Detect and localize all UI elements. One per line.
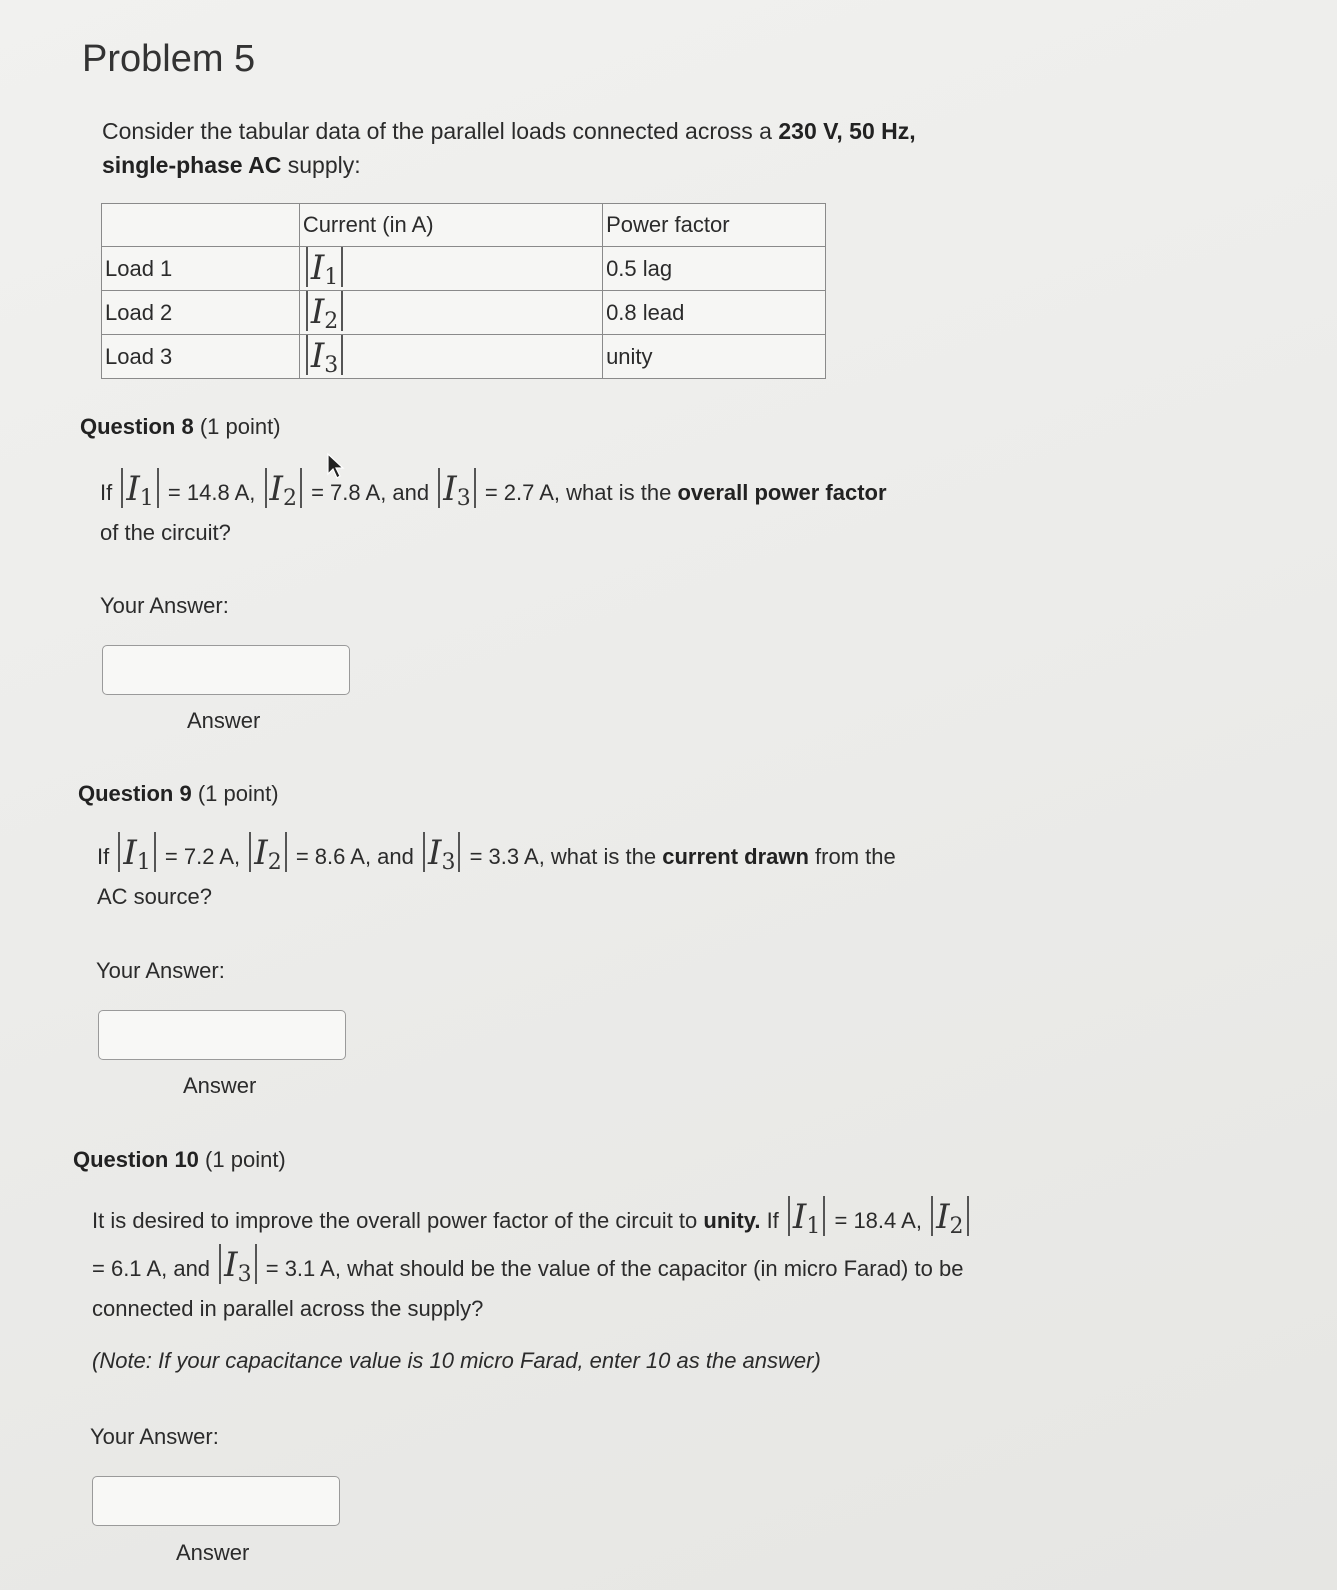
question-8-heading (80, 414, 281, 440)
header-cell-current: Current (in A) (299, 204, 602, 247)
i3-letter: I (443, 469, 457, 509)
power-factor-value: unity (603, 335, 826, 379)
i2-letter: I (254, 833, 268, 873)
i1-letter: I (792, 1197, 807, 1237)
i1-value: = 14.8 A, (167, 480, 256, 505)
i1-subscript: 1 (806, 1214, 821, 1239)
question-8-points: (1 point) (199, 414, 281, 439)
load-name: Load 1 (102, 247, 300, 291)
question-9-bold: current drawn (662, 844, 809, 869)
i2-value: = 6.1 A, and (92, 1256, 211, 1281)
i3-letter: I (428, 833, 442, 873)
i2-value: = 7.8 A, and (311, 480, 430, 505)
i3-subscript: 3 (441, 850, 456, 875)
i1-value: = 18.4 (834, 1208, 897, 1233)
i1-value: = 7.2 A, (164, 844, 241, 869)
your-answer-label-10: Your Answer: (90, 1424, 219, 1449)
question-9-post: from the (815, 844, 896, 869)
answer-input-10[interactable] (92, 1476, 340, 1526)
i3-value: = 3.3 A, what is the (469, 844, 657, 869)
question-10-points: (1 point) (205, 1147, 286, 1172)
power-factor-value: 0.8 lead (603, 291, 826, 335)
i3-letter: I (224, 1245, 238, 1285)
i3-value: = 3.1 A, what should be the value of the capacitor (in (265, 1256, 778, 1281)
unit-a: A, (901, 1208, 922, 1233)
table-row (102, 335, 826, 379)
loads-table (101, 203, 826, 379)
question-8-tail: of the circuit? (100, 520, 231, 545)
i3-subscript: 3 (456, 486, 471, 511)
i2-subscript: 2 (267, 850, 282, 875)
question-10-heading (73, 1147, 286, 1173)
question-10-note: (Note: If your capacitance value is 10 micro Farad, enter 10 as the answer) (92, 1348, 821, 1373)
question-9-heading (78, 781, 279, 807)
current-symbol (299, 247, 602, 291)
current-symbol (299, 291, 602, 335)
if-word: If (97, 844, 110, 869)
answer-caption-8: Answer (187, 708, 261, 733)
i2-letter: I (936, 1197, 950, 1237)
i1-letter: I (126, 469, 140, 509)
intro-text-end: supply: (281, 152, 361, 178)
question-9-title: Question 9 (78, 781, 192, 806)
header-cell-power-factor: Power factor (603, 204, 826, 247)
i3-subscript: 3 (237, 1262, 252, 1287)
i1-letter: I (123, 833, 137, 873)
table-row (102, 291, 826, 335)
load-name: Load 3 (102, 335, 300, 379)
table-header-row (102, 204, 826, 247)
power-factor-value: 0.5 lag (603, 247, 826, 291)
intro-text: Consider the tabular data of the parallel loads connected across a (102, 118, 779, 144)
i1-subscript: 1 (136, 850, 151, 875)
current-symbol-letter: I (310, 292, 325, 332)
question-8-bold: overall power factor (677, 480, 887, 505)
i3-value: = 2.7 A, what is the (484, 480, 672, 505)
answer-caption-9: Answer (183, 1073, 257, 1098)
i2-letter: I (269, 469, 283, 509)
question-8-title: Question 8 (80, 414, 194, 439)
intro-bold: 230 V, 50 Hz, single-phase AC (102, 118, 916, 178)
question-8-text (100, 468, 980, 550)
question-10-text (92, 1196, 982, 1326)
question-10-title: Question 10 (73, 1147, 199, 1172)
i2-value: = 8.6 A, and (295, 844, 414, 869)
table-row (102, 247, 826, 291)
current-symbol-subscript: 3 (324, 353, 339, 378)
question-10-line3: micro Farad) to be connected in parallel across the supply? (92, 1256, 964, 1321)
load-name: Load 2 (102, 291, 300, 335)
page-title: Problem 5 (82, 38, 256, 80)
answer-input-9[interactable] (98, 1010, 346, 1060)
question-10-unity: unity. (703, 1208, 761, 1233)
i2-subscript: 2 (282, 486, 297, 511)
header-cell-empty (102, 204, 300, 247)
question-9-tail: AC source? (97, 884, 212, 909)
current-symbol-subscript: 2 (324, 309, 339, 334)
i2-subscript: 2 (949, 1214, 964, 1239)
problem-intro (102, 114, 962, 182)
answer-caption-10: Answer (176, 1540, 250, 1565)
your-answer-label-8: Your Answer: (100, 593, 229, 618)
question-9-points: (1 point) (197, 781, 279, 806)
your-answer-label-9: Your Answer: (96, 958, 225, 983)
current-symbol-subscript: 1 (324, 265, 339, 290)
if-word: If (766, 1208, 779, 1233)
current-symbol-letter: I (310, 248, 325, 288)
question-9-text (97, 832, 977, 914)
if-word: If (100, 480, 113, 505)
current-symbol-letter: I (310, 336, 325, 376)
answer-input-8[interactable] (102, 645, 350, 695)
mouse-cursor-icon (326, 452, 346, 480)
question-10-line1: It is desired to improve the overall power factor of the circuit to (92, 1208, 698, 1233)
i1-subscript: 1 (139, 486, 154, 511)
current-symbol (299, 335, 602, 379)
